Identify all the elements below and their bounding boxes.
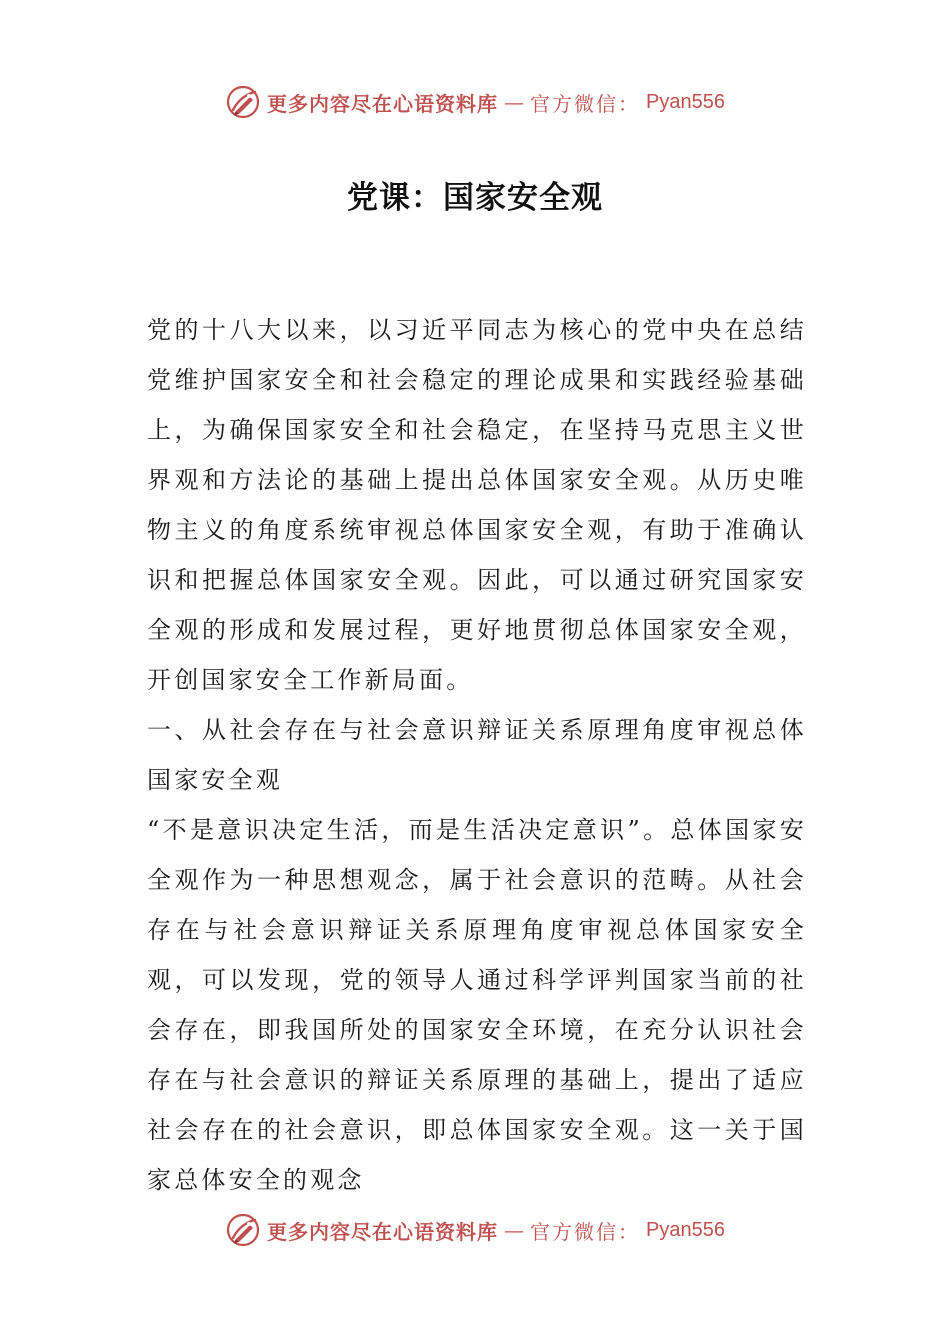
banner-wechat-label: 官方微信： — [530, 1219, 641, 1244]
banner-wechat-id: Pyan556 — [646, 90, 725, 113]
header-banner — [0, 80, 950, 124]
paragraph-intro: 党的十八大以来，以习近平同志为核心的党中央在总结党维护国家安全和社会稳定的理论成果和实践经验基础上，为确保国家安全和社会稳定，在坚持马克思主义世界观和方法论的基础上提出总体国家安全观。从历史唯物主义的角度系统审视总体国家安全观，有助于准确认识和把握总体国家安全观。因此，可以通过研究国家安全观的形成和发展过程，更好地贯彻总体国家安全观，开创国家安全工作新局面。 — [147, 316, 807, 694]
banner-wechat-id: Pyan556 — [646, 1218, 725, 1241]
document-body — [147, 305, 807, 1205]
pen-logo-icon — [225, 84, 261, 120]
banner-brand-text: 更多内容尽在心语资料库 — [267, 91, 499, 116]
banner-brand-text: 更多内容尽在心语资料库 — [267, 1219, 499, 1244]
pen-logo-icon — [225, 1212, 261, 1248]
footer-banner — [0, 1208, 950, 1252]
paragraph-section-1: “不是意识决定生活，而是生活决定意识”。总体国家安全观作为一种思想观念，属于社会意识的范畴。从社会存在与社会意识辩证关系原理角度审视总体国家安全观，可以发现，党的领导人通过科学评判国家当前的社会存在，即我国所处的国家安全环境，在充分认识社会存在与社会意识的辩证关系原理的基础上，提出了适应社会存在的社会意识，即总体国家安全观。这一关于国家总体安全的观念 — [147, 816, 807, 1194]
banner-wechat-label: 官方微信： — [530, 91, 641, 116]
banner-separator: — — [504, 1218, 525, 1242]
section-heading-1: 一、从社会存在与社会意识辩证关系原理角度审视总体国家安全观 — [147, 716, 807, 794]
banner-separator: — — [504, 90, 525, 114]
document-title: 党课：国家安全观 — [347, 180, 603, 216]
